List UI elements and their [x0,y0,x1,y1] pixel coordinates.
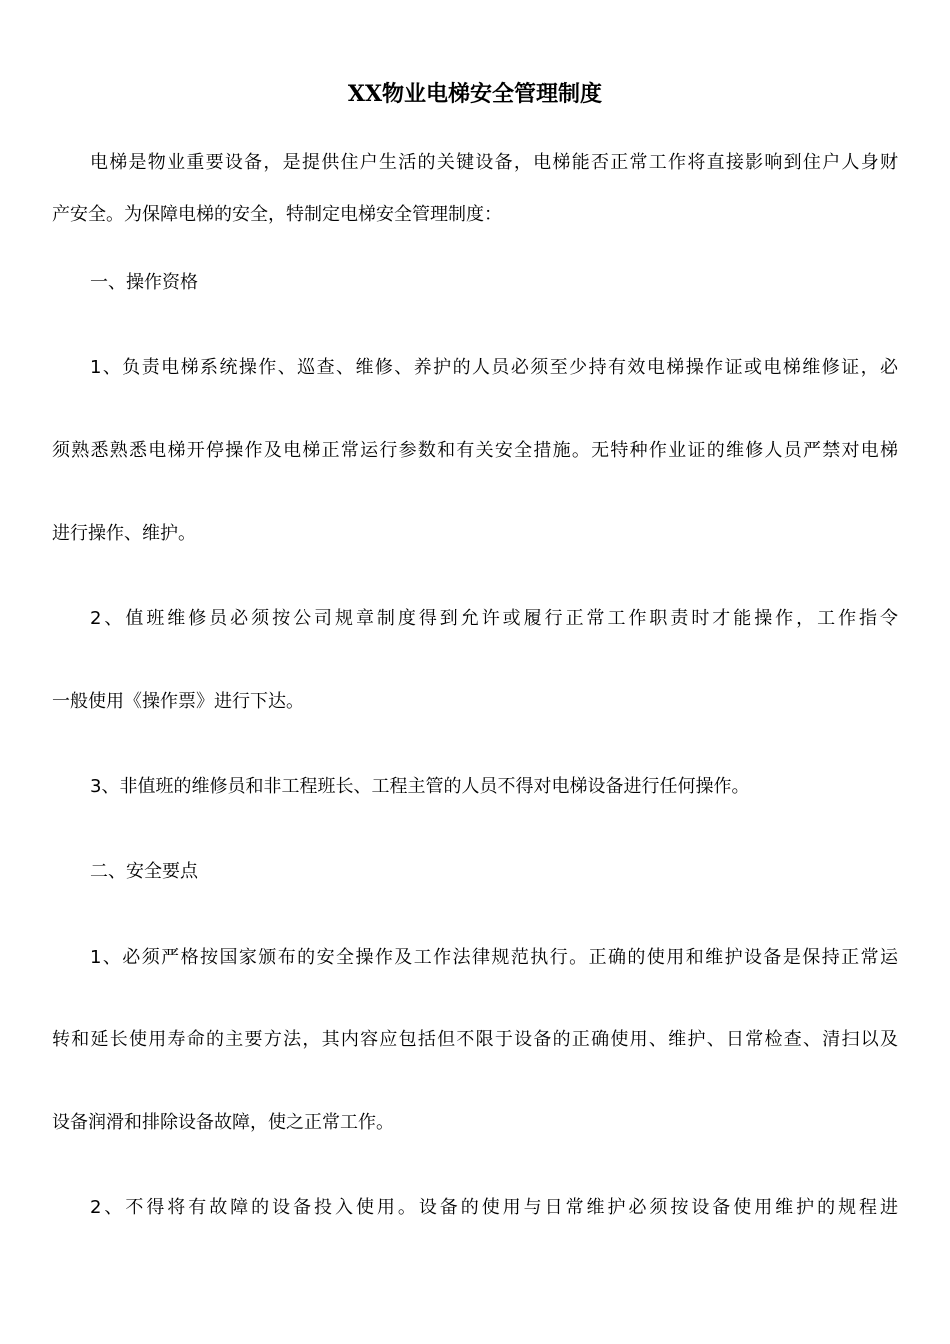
paragraph-line: 产安全。为保障电梯的安全，特制定电梯安全管理制度： [52,204,502,225]
paragraph-line: 2、值班维修员必须按公司规章制度得到允许或履行正常工作职责时才能操作，工作指令 [90,608,898,629]
document-title: XX物业电梯安全管理制度 [347,81,603,107]
section-heading: 二、安全要点 [90,861,198,882]
paragraph-line: 1、负责电梯系统操作、巡查、维修、养护的人员必须至少持有效电梯操作证或电梯维修证，必 [90,357,898,378]
paragraph-line: 电梯是物业重要设备，是提供住户生活的关键设备，电梯能否正常工作将直接影响到住户人身财 [90,152,898,173]
paragraph-line: 一般使用《操作票》进行下达。 [52,691,304,712]
paragraph-line: 进行操作、维护。 [52,523,196,544]
paragraph-line: 3、非值班的维修员和非工程班长、工程主管的人员不得对电梯设备进行任何操作。 [90,776,750,797]
paragraph-line: 设备润滑和排除设备故障，使之正常工作。 [52,1112,394,1133]
paragraph-line: 2、不得将有故障的设备投入使用。设备的使用与日常维护必须按设备使用维护的规程进 [90,1197,898,1218]
paragraph-line: 1、必须严格按国家颁布的安全操作及工作法律规范执行。正确的使用和维护设备是保持正常运 [90,947,898,968]
section-heading: 一、操作资格 [90,272,198,293]
paragraph-line: 转和延长使用寿命的主要方法，其内容应包括但不限于设备的正确使用、维护、日常检查、清扫以及 [52,1029,898,1050]
paragraph-line: 须熟悉熟悉电梯开停操作及电梯正常运行参数和有关安全措施。无特种作业证的维修人员严禁对电梯 [52,440,898,461]
